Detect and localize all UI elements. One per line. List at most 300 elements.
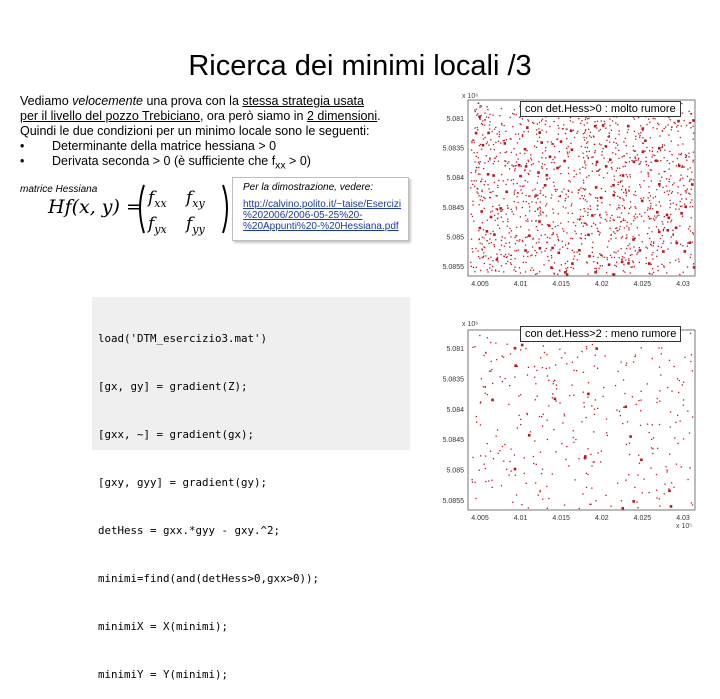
minimum-point — [630, 248, 631, 249]
reference-link[interactable] — [233, 193, 408, 232]
intro-text-part: . — [377, 109, 381, 123]
minimum-point — [589, 504, 590, 505]
minimum-point — [495, 270, 496, 271]
minimum-point — [565, 207, 566, 208]
minimum-point — [692, 242, 693, 243]
minimum-point — [577, 219, 578, 220]
minimum-point — [587, 212, 588, 213]
minimum-point — [528, 229, 529, 230]
minimum-point — [493, 233, 496, 236]
minimum-point — [625, 138, 626, 139]
minimum-point — [501, 217, 502, 218]
minimum-point — [608, 161, 609, 162]
minimum-point — [580, 123, 581, 124]
minimum-point — [550, 266, 553, 269]
minimum-point — [576, 370, 577, 371]
minimum-point — [482, 120, 483, 121]
minimum-point — [593, 261, 594, 262]
minimum-point — [571, 205, 572, 206]
minimum-point — [537, 208, 538, 209]
minimum-point — [686, 192, 687, 193]
minimum-point — [656, 189, 657, 190]
minimum-point — [492, 115, 493, 116]
minimum-point — [592, 156, 593, 157]
minimum-point — [503, 271, 504, 272]
minimum-point — [519, 267, 520, 268]
minimum-point — [516, 207, 517, 208]
minimum-point — [599, 169, 600, 170]
minimum-point — [592, 163, 593, 164]
minimum-point — [495, 127, 496, 128]
minimum-point — [476, 167, 477, 168]
minimum-point — [635, 191, 636, 192]
minimum-point — [509, 232, 510, 233]
minimum-point — [566, 138, 567, 139]
minimum-point — [563, 189, 564, 190]
minimum-point — [493, 244, 494, 245]
minimum-point — [643, 221, 644, 222]
minimum-point — [615, 138, 616, 139]
minimum-point — [684, 206, 687, 209]
minimum-point — [501, 174, 502, 175]
minimum-point — [472, 204, 473, 205]
minimum-point — [673, 235, 674, 236]
minimum-point — [491, 242, 492, 243]
minimum-point — [514, 237, 515, 238]
minimum-point — [665, 126, 666, 127]
minimum-point — [615, 122, 616, 123]
minimum-point — [618, 158, 619, 159]
minimum-point — [606, 432, 607, 433]
minimum-point — [471, 266, 472, 267]
minimum-point — [590, 209, 591, 210]
minimum-point — [625, 189, 626, 190]
minimum-point — [485, 393, 486, 394]
minimum-point — [684, 357, 685, 358]
minimum-point — [526, 150, 527, 151]
minimum-point — [656, 128, 657, 129]
minimum-point — [501, 265, 502, 266]
minimum-point — [682, 166, 683, 167]
minimum-point — [635, 208, 636, 209]
y-tick-label: 5.081 — [446, 116, 464, 123]
minimum-point — [651, 170, 652, 171]
minimum-point — [629, 161, 630, 162]
minimum-point — [638, 158, 639, 159]
minimum-point — [671, 141, 672, 142]
minimum-point — [514, 165, 515, 166]
minimum-point — [543, 212, 544, 213]
minimum-point — [496, 156, 497, 157]
minimum-point — [483, 168, 484, 169]
minimum-point — [667, 160, 668, 161]
minimum-point — [671, 154, 672, 155]
minimum-point — [597, 200, 598, 201]
minimum-point — [652, 151, 653, 152]
minimum-point — [535, 255, 536, 256]
minimum-point — [592, 171, 593, 172]
minimum-point — [591, 137, 592, 138]
minimum-point — [586, 348, 587, 349]
y-tick-label: 5.085 — [446, 467, 464, 475]
minimum-point — [532, 190, 533, 191]
minimum-point — [604, 257, 605, 258]
minimum-point — [677, 120, 680, 123]
minimum-point — [534, 146, 535, 147]
minimum-point — [499, 136, 500, 137]
minimum-point — [644, 212, 645, 213]
minimum-point — [507, 219, 508, 220]
minimum-point — [531, 159, 532, 160]
minimum-point — [509, 228, 510, 229]
minimum-point — [669, 454, 670, 455]
minimum-point — [637, 507, 638, 508]
reference-link-line[interactable]: %202006/2006-05-25%20- — [243, 210, 363, 221]
minimum-point — [585, 167, 586, 168]
minimum-point — [580, 198, 581, 199]
minimum-point — [510, 117, 511, 118]
minimum-point — [554, 273, 555, 274]
minimum-point — [625, 406, 628, 409]
minimum-point — [539, 247, 542, 250]
minimum-point — [690, 167, 691, 168]
minimum-point — [524, 249, 527, 252]
minimum-point — [553, 143, 554, 144]
minimum-point — [604, 123, 605, 124]
minimum-point — [590, 132, 591, 133]
minimum-point — [659, 390, 660, 391]
minimum-point — [525, 244, 526, 245]
code-line: load('DTM_esercizio3.mat') — [98, 332, 268, 345]
minimum-point — [635, 250, 636, 251]
minimum-point — [497, 218, 498, 219]
minimum-point — [531, 267, 532, 268]
minimum-point — [617, 124, 618, 125]
minimum-point — [641, 200, 644, 203]
minimum-point — [670, 175, 671, 176]
minimum-point — [527, 236, 528, 237]
minimum-point — [633, 262, 634, 263]
minimum-point — [498, 161, 499, 162]
minimum-point — [565, 268, 566, 269]
minimum-point — [611, 186, 612, 187]
minimum-point — [555, 451, 556, 452]
bullet-text-part: > 0) — [285, 154, 311, 168]
minimum-point — [492, 174, 495, 177]
minimum-point — [559, 196, 560, 197]
minimum-point — [661, 264, 662, 265]
minimum-point — [481, 123, 482, 124]
minimum-point — [691, 178, 692, 179]
minimum-point — [599, 232, 600, 233]
minimum-point — [641, 347, 642, 348]
minimum-point — [541, 224, 542, 225]
matrix-f-xx: $f_{xx}$ — [148, 188, 167, 210]
y-tick-label: 5.084 — [446, 175, 464, 183]
minimum-point — [480, 199, 481, 200]
minimum-point — [484, 119, 485, 120]
minimum-point — [671, 193, 672, 194]
minimum-point — [656, 497, 657, 498]
minimum-point — [617, 144, 618, 145]
minimum-point — [510, 138, 511, 139]
minimum-point — [643, 143, 644, 144]
minimum-point — [619, 207, 620, 208]
minimum-point — [583, 372, 584, 373]
minimum-point — [666, 185, 667, 186]
minimum-point — [612, 194, 615, 197]
minimum-point — [689, 179, 690, 180]
minimum-point — [475, 171, 476, 172]
minimum-point — [520, 189, 521, 190]
minimum-point — [537, 396, 538, 397]
minimum-point — [491, 270, 492, 271]
minimum-point — [525, 271, 526, 272]
minimum-point — [587, 474, 588, 475]
minimum-point — [572, 121, 573, 122]
minimum-point — [491, 399, 494, 402]
minimum-point — [577, 357, 578, 358]
minimum-point — [536, 196, 537, 197]
minimum-point — [657, 123, 658, 124]
minimum-point — [570, 181, 571, 182]
minimum-point — [524, 153, 525, 154]
minimum-point — [487, 184, 488, 185]
minimum-point — [548, 380, 549, 381]
minimum-point — [594, 152, 595, 153]
minimum-point — [639, 463, 640, 464]
minimum-point — [520, 124, 521, 125]
minimum-point — [595, 399, 596, 400]
minimum-point — [530, 154, 531, 155]
minimum-point — [485, 255, 486, 256]
minimum-point — [675, 260, 676, 261]
minimum-point — [658, 246, 659, 247]
minimum-point — [512, 211, 513, 212]
minimum-point — [667, 221, 668, 222]
minimum-point — [486, 143, 487, 144]
minimum-point — [573, 258, 574, 259]
minimum-point — [524, 148, 527, 151]
minimum-point — [611, 167, 612, 168]
minimum-point — [537, 123, 538, 124]
minimum-point — [533, 123, 534, 124]
minimum-point — [527, 119, 528, 120]
minimum-point — [593, 431, 594, 432]
minimum-point — [502, 221, 503, 222]
minimum-point — [656, 490, 657, 491]
minimum-point — [528, 174, 529, 175]
minimum-point — [626, 225, 627, 226]
minimum-point — [660, 180, 661, 181]
minimum-point — [581, 351, 582, 352]
minimum-point — [618, 182, 619, 183]
minimum-point — [667, 191, 668, 192]
minimum-point — [578, 249, 581, 252]
minimum-point — [628, 129, 629, 130]
minimum-point — [532, 246, 533, 247]
minimum-point — [618, 150, 619, 151]
minimum-point — [593, 461, 594, 462]
minimum-point — [599, 143, 600, 144]
minimum-point — [565, 244, 566, 245]
minimum-point — [649, 200, 650, 201]
minimum-point — [587, 234, 590, 237]
minimum-point — [587, 208, 588, 209]
minimum-point — [576, 174, 577, 175]
minimum-point — [596, 163, 597, 164]
minimum-point — [553, 169, 554, 170]
minimum-point — [520, 419, 521, 420]
minimum-point — [689, 432, 690, 433]
minimum-point — [498, 271, 499, 272]
minimum-point — [588, 175, 589, 176]
minimum-point — [516, 208, 517, 209]
minimum-point — [507, 205, 508, 206]
minimum-point — [669, 181, 670, 182]
minimum-point — [561, 264, 562, 265]
minimum-point — [671, 391, 672, 392]
minimum-point — [498, 213, 499, 214]
minimum-point — [638, 117, 639, 118]
minimum-point — [479, 335, 480, 336]
minimum-point — [616, 266, 617, 267]
minimum-point — [562, 241, 563, 242]
minimum-point — [690, 333, 691, 334]
minimum-point — [690, 254, 691, 255]
minimum-point — [529, 210, 530, 211]
minimum-point — [482, 237, 483, 238]
minimum-point — [496, 258, 499, 261]
minimum-point — [575, 225, 576, 226]
minimum-point — [603, 396, 604, 397]
minimum-point — [657, 151, 658, 152]
minimum-point — [618, 134, 619, 135]
minimum-point — [585, 223, 586, 224]
minimum-point — [552, 228, 553, 229]
minimum-point — [651, 231, 652, 232]
minimum-point — [476, 156, 477, 157]
minimum-point — [527, 414, 528, 415]
bullet-item — [20, 154, 440, 174]
minimum-point — [637, 216, 638, 217]
minimum-point — [630, 223, 631, 224]
minimum-point — [540, 357, 541, 358]
minimum-point — [584, 457, 587, 460]
minimum-point — [572, 362, 573, 363]
minimum-point — [607, 173, 608, 174]
minimum-point — [535, 482, 536, 483]
minimum-point — [689, 206, 690, 207]
minimum-point — [678, 163, 679, 164]
minimum-point — [645, 161, 646, 162]
minimum-point — [484, 208, 485, 209]
minimum-point — [684, 120, 685, 121]
minimum-point — [632, 500, 635, 503]
minimum-point — [639, 262, 640, 263]
minimum-point — [608, 241, 609, 242]
minimum-point — [527, 374, 528, 375]
minimum-point — [590, 194, 591, 195]
minimum-point — [475, 170, 476, 171]
reference-link-line[interactable]: %20Appunti%20-%20Hessiana.pdf — [243, 221, 399, 232]
minimum-point — [543, 187, 544, 188]
minimum-point — [558, 118, 559, 119]
minimum-point — [561, 443, 562, 444]
minimum-point — [654, 155, 655, 156]
minimum-point — [507, 163, 508, 164]
minimum-point — [586, 487, 587, 488]
minimum-point — [536, 242, 537, 243]
minimum-point — [497, 195, 498, 196]
minimum-point — [614, 265, 615, 266]
minimum-point — [539, 137, 540, 138]
minimum-point — [538, 215, 539, 216]
minimum-point — [545, 120, 546, 121]
minimum-point — [635, 354, 636, 355]
minimum-point — [520, 394, 521, 395]
minimum-point — [652, 448, 653, 449]
minimum-point — [487, 109, 488, 110]
minimum-point — [570, 117, 571, 118]
minimum-point — [540, 201, 541, 202]
x-tick-label: 4.01 — [513, 281, 528, 288]
minimum-point — [646, 164, 647, 165]
minimum-point — [642, 150, 645, 153]
minimum-point — [544, 164, 545, 165]
minimum-point — [572, 238, 573, 239]
minimum-point — [652, 424, 653, 425]
minimum-point — [528, 507, 529, 508]
minimum-point — [628, 474, 629, 475]
minimum-point — [514, 258, 515, 259]
bullet-text-part: Derivata seconda > 0 (è sufficiente che f — [52, 154, 276, 168]
minimum-point — [683, 382, 684, 383]
minimum-point — [566, 270, 567, 271]
minimum-point — [536, 226, 537, 227]
minimum-point — [537, 182, 538, 183]
minimum-point — [662, 221, 663, 222]
minimum-point — [642, 137, 643, 138]
minimum-point — [622, 236, 623, 237]
minimum-point — [508, 253, 509, 254]
minimum-point — [555, 189, 556, 190]
minimum-point — [479, 258, 480, 259]
minimum-point — [641, 400, 642, 401]
minimum-point — [503, 198, 504, 199]
minimum-point — [510, 461, 511, 462]
minimum-point — [676, 165, 677, 166]
minimum-point — [681, 103, 682, 104]
minimum-point — [572, 250, 573, 251]
minimum-point — [641, 391, 642, 392]
minimum-point — [653, 127, 654, 128]
minimum-point — [533, 270, 534, 271]
minimum-point — [693, 233, 694, 234]
minimum-point — [485, 468, 486, 469]
minimum-point — [490, 451, 491, 452]
x-tick-label: 4.005 — [471, 281, 489, 288]
minimum-point — [655, 217, 656, 218]
reference-link-line[interactable]: http://calvino.polito.it/~taise/Esercizi — [243, 199, 402, 210]
minimum-point — [652, 268, 653, 269]
minimum-point — [595, 197, 596, 198]
minimum-point — [530, 158, 531, 159]
minimum-point — [522, 134, 523, 135]
minimum-point — [537, 141, 538, 142]
minimum-point — [596, 270, 597, 271]
minimum-point — [636, 502, 637, 503]
